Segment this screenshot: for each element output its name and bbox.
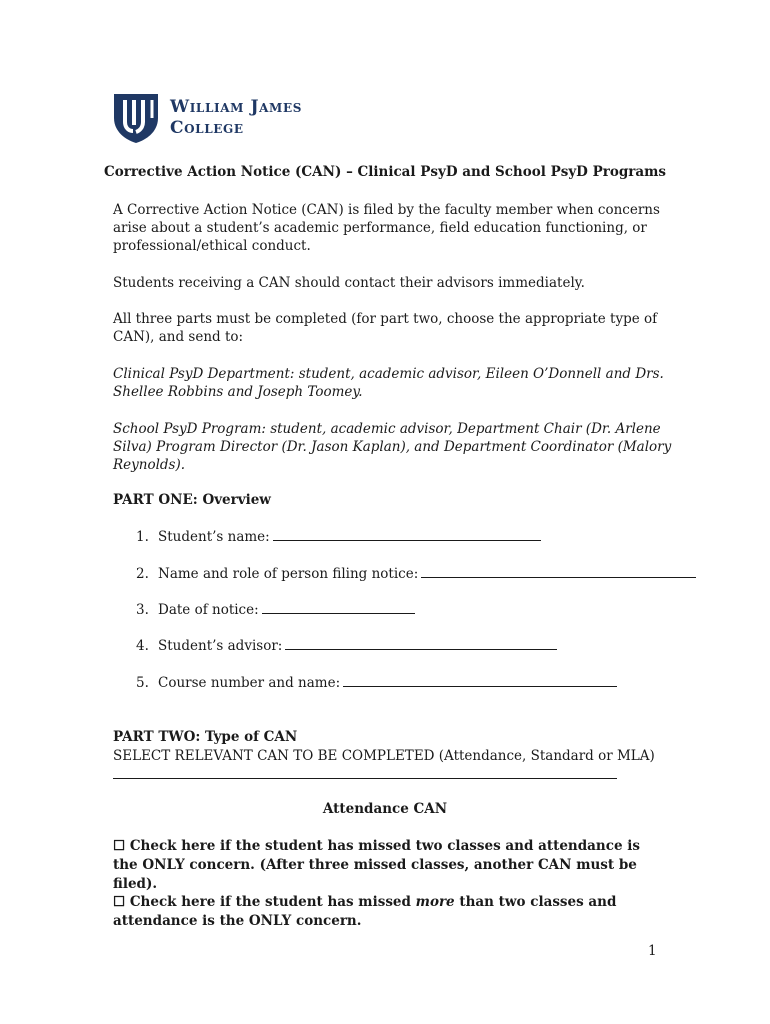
shield-logo-icon (112, 92, 160, 144)
checkbox-icon[interactable]: ☐ (113, 838, 126, 854)
page-number: 1 (648, 943, 657, 959)
item-number: 3. (136, 602, 149, 618)
selection-line[interactable] (113, 778, 617, 779)
option-2-text-post: than two classes and attendance is the ONLY concern. (113, 894, 617, 929)
clinical-recipients: Clinical PsyD Department: student, academic advisor, Eileen O’Donnell and Drs. Shellee Robbins and Joseph Toomey. (113, 366, 664, 400)
part-two-instruction: SELECT RELEVANT CAN TO BE COMPLETED (Attendance, Standard or MLA) (113, 748, 655, 764)
part-one-heading: PART ONE: Overview (113, 492, 271, 508)
logo-line-2: College (170, 118, 244, 138)
college-logo (112, 92, 302, 144)
complete-note: All three parts must be completed (for part two, choose the appropriate type of CAN), and send to: (113, 311, 658, 345)
attendance-option-2[interactable] (113, 893, 658, 931)
document-title: Corrective Action Notice (CAN) – Clinical PsyD and School PsyD Programs (103, 164, 667, 180)
option-1-text: Check here if the student has missed two classes and attendance is the ONLY concern. (After three missed classes, another CAN must be filed). (113, 838, 640, 892)
item-label: Course number and name: (158, 675, 341, 691)
option-2-emphasis: more (415, 894, 455, 910)
part-two-heading: PART TWO: Type of CAN (113, 729, 298, 745)
filer-name-field[interactable] (421, 565, 696, 578)
item-label: Student’s advisor: (158, 638, 283, 654)
intro-paragraph: A Corrective Action Notice (CAN) is filed by the faculty member when concerns arise about a student’s academic performance, field education functioning, or professional/ethical conduct. (113, 202, 660, 254)
student-name-item (136, 528, 541, 545)
advisor-item (136, 637, 557, 654)
item-label: Date of notice: (158, 602, 259, 618)
logo-line-1: William James (170, 97, 302, 117)
item-number: 5. (136, 675, 149, 691)
attendance-option-1[interactable] (113, 837, 658, 894)
contact-note: Students receiving a CAN should contact their advisors immediately. (113, 275, 585, 291)
item-label: Name and role of person filing notice: (158, 566, 419, 582)
student-name-field[interactable] (273, 528, 541, 541)
attendance-heading: Attendance CAN (322, 801, 448, 817)
item-number: 4. (136, 638, 149, 654)
filer-name-item (136, 565, 696, 582)
checkbox-icon[interactable]: ☐ (113, 894, 126, 910)
date-item (136, 601, 415, 618)
school-recipients: School PsyD Program: student, academic advisor, Department Chair (Dr. Arlene Silva) Program Director (Dr. Jason Kaplan), and Department Coordinator (Malory Reynolds). (113, 421, 672, 473)
item-label: Student’s name: (158, 529, 270, 545)
option-2-text-pre: Check here if the student has missed (129, 894, 416, 910)
course-item (136, 674, 617, 691)
course-field[interactable] (343, 674, 617, 687)
date-field[interactable] (262, 601, 415, 614)
item-number: 1. (136, 529, 149, 545)
advisor-field[interactable] (285, 637, 557, 650)
item-number: 2. (136, 566, 149, 582)
